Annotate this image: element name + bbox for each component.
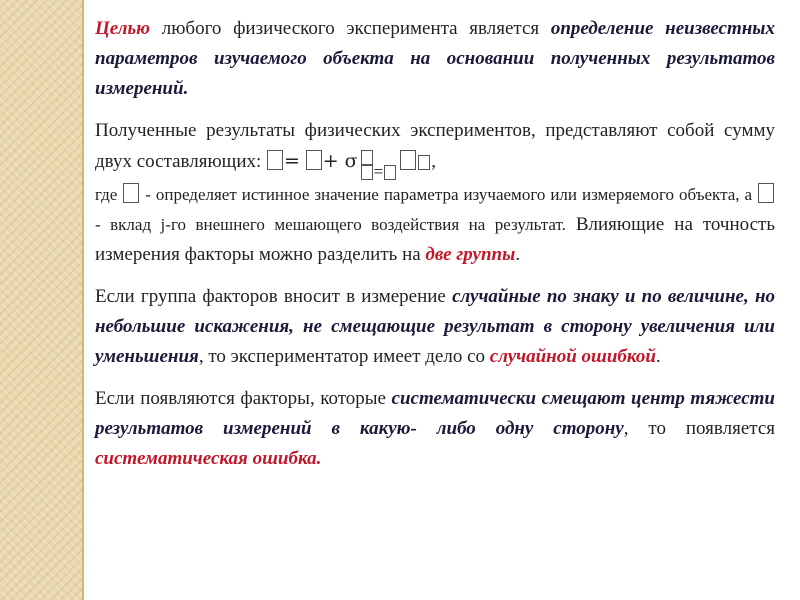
text: , то экспериментатор имеет дело со bbox=[198, 346, 490, 368]
term-random-error: случайной ошибкой bbox=[489, 346, 656, 368]
text: Полученные результаты физических экспериментов, представляют собой сумму двух составляющих: bbox=[95, 120, 775, 172]
formula-sum-operator bbox=[360, 150, 398, 180]
term-two-groups: две группы bbox=[425, 244, 516, 266]
text: - определяет истинное значение параметра изучаемого или измеряемого объекта, а bbox=[140, 185, 758, 205]
slide-content bbox=[95, 14, 775, 486]
text: Влияющие на точность измерения факторы можно разделить на bbox=[95, 214, 775, 266]
decorative-side-stripe bbox=[0, 0, 82, 600]
paragraph-goal bbox=[95, 14, 775, 104]
text: где bbox=[95, 185, 123, 205]
term-systematic-error: систематическая ошибка. bbox=[95, 448, 322, 470]
formula-placeholder-icon bbox=[758, 183, 774, 203]
formula-placeholder-icon bbox=[361, 165, 373, 180]
text: любого физического эксперимента является bbox=[150, 18, 551, 39]
formula-placeholder-icon bbox=[400, 150, 416, 170]
text: - вклад j-го внешнего мешающего воздействия на результат. bbox=[95, 215, 566, 235]
text: Если группа факторов вносит в измерение bbox=[95, 286, 453, 308]
formula-placeholder-icon bbox=[361, 150, 373, 165]
text: Если появляются факторы, которые bbox=[95, 388, 392, 410]
paragraph-systematic-error bbox=[95, 384, 775, 474]
text: . bbox=[655, 346, 661, 368]
formula-comma: , bbox=[431, 151, 436, 172]
text: , то появляется bbox=[623, 418, 775, 440]
paragraph-results bbox=[95, 116, 775, 270]
formula-placeholder-icon bbox=[384, 165, 396, 180]
term-goal: Целью bbox=[95, 18, 151, 39]
formula-placeholder-icon bbox=[267, 150, 283, 170]
formula-placeholder-icon bbox=[123, 183, 139, 203]
term-systematic-shift: систематически смещают центр тяжести результатов измерений в какую- либо одну сторону bbox=[95, 388, 775, 440]
text: . bbox=[515, 244, 521, 266]
paragraph-random-error bbox=[95, 282, 775, 372]
formula-equals-small: = bbox=[373, 162, 384, 181]
side-divider bbox=[82, 0, 84, 600]
formula-plus-sigma: + σ bbox=[322, 150, 358, 172]
term-definition: определение неизвестных параметров изучаемого объекта на основании полученных результатов измерений. bbox=[95, 18, 775, 99]
formula-placeholder-icon bbox=[306, 150, 322, 170]
term-random-distortions: случайные по знаку и по величине, но небольшие искажения, не смещающие результат в сторону увеличения или уменьшения bbox=[95, 286, 775, 368]
formula-placeholder-icon bbox=[418, 155, 430, 170]
formula-equals: = bbox=[284, 150, 300, 172]
